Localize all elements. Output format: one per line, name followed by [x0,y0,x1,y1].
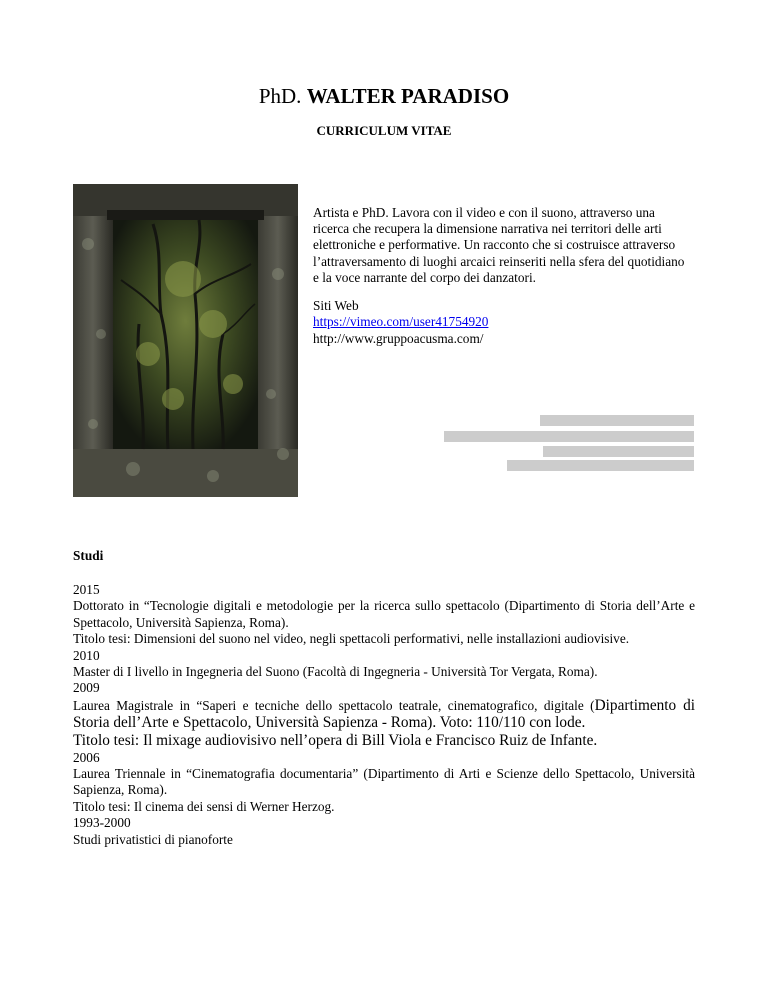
vimeo-link[interactable]: https://vimeo.com/user41754920 [313,314,489,329]
studi-list [73,582,695,848]
title-prefix: PhD. [258,84,302,108]
redaction-bar [507,460,694,471]
year-entry: 2015 [73,582,100,597]
degree-entry: Dottorato in “Tecnologie digitali e metodologie per la ricerca sullo spettacolo (Dipartimento di Storia dell’Arte e Spettacolo, Università Sapienza, Roma). [73,598,695,630]
person-name: WALTER PARADISO [306,84,510,108]
redaction-bar [543,446,694,457]
gruppoacusma-url: http://www.gruppoacusma.com/ [313,331,484,346]
thesis-entry: Titolo tesi: Il mixage audiovisivo nell’opera di Bill Viola e Francisco Ruiz de Infante. [73,732,598,750]
section-heading-studi: Studi [73,548,104,563]
degree-entry: Master di I livello in Ingegneria del Suono (Facoltà di Ingegneria - Università Tor Vergata, Roma). [73,664,598,680]
thesis-entry: Titolo tesi: Il cinema dei sensi di Werner Herzog. [73,798,335,814]
year-entry: 2010 [73,647,100,663]
degree-text-continued: Dipartimento di Storia dell’Arte e Spettacolo, Università Sapienza - Roma). Voto: 110/110 con lode. [73,696,695,732]
forest-doorway-photo [73,184,298,497]
redaction-bar [540,415,694,426]
degree-entry: Laurea Triennale in “Cinematografia documentaria” (Dipartimento di Arti e Scienze dello Spettacolo, Università Sapienza, Roma). [73,766,695,798]
year-entry: 1993-2000 [73,815,131,831]
degree-entry [73,697,695,732]
year-entry: 2009 [73,680,100,696]
websites-label: Siti Web [313,298,359,313]
year-entry: 2006 [73,749,100,765]
document-subtitle: CURRICULUM VITAE [316,123,452,138]
bio-paragraph: Artista e PhD. Lavora con il video e con il suono, attraverso una ricerca che recupera la dimensione narrativa nei territori delle arti elettroniche e performative. Un racconto che si costruisce attraverso l’attraversamento di luoghi arcaici reinseriti nella sfera del quotidiano e la voce narrante del corpo dei danzatori. [313,205,685,285]
study-entry: Studi privatistici di pianoforte [73,831,233,847]
document-title [0,84,768,109]
redaction-bar [444,431,694,442]
degree-text: Laurea Magistrale in “Saperi e tecniche dello spettacolo teatrale, cinematografico, digitale ( [73,697,595,713]
thesis-entry: Titolo tesi: Dimensioni del suono nel video, negli spettacoli performativi, nelle installazioni audiovisive. [73,631,630,647]
